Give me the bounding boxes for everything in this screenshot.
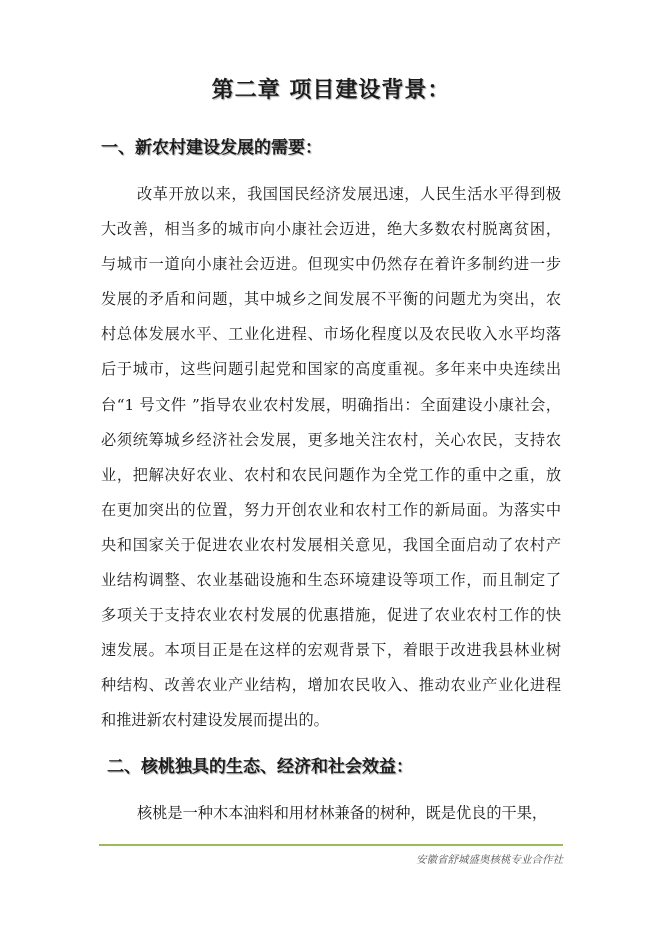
paragraph-line: 速发展。本项目正是在这样的宏观背景下，着眼于改进我县林业树: [101, 641, 561, 660]
section-heading-1: 一、新农村建设发展的需要：: [101, 138, 322, 158]
section-2-paragraph: [101, 796, 561, 831]
section-1-paragraph: [101, 177, 561, 739]
footer-organization: 安徽省舒城盛奥核桃专业合作社: [416, 854, 563, 866]
paragraph-line: 必须统筹城乡经济社会发展，更多地关注农村，关心农民，支持农: [101, 430, 561, 449]
paragraph-line: 台“1 号文件 ”指导农业农村发展，明确指出：全面建设小康社会，: [101, 395, 561, 414]
paragraph-line: 与城市一道向小康社会迈进。但现实中仍然存在着许多制约进一步: [101, 255, 561, 274]
paragraph-line: 多项关于支持农业农村发展的优惠措施，促进了农业农村工作的快: [101, 606, 561, 625]
paragraph-line: 大改善，相当多的城市向小康社会迈进，绝大多数农村脱离贫困，: [101, 220, 561, 239]
paragraph-line: 改革开放以来，我国国民经济发展迅速，人民生活水平得到极: [137, 185, 561, 203]
paragraph-line: 在更加突出的位置，努力开创农业和农村工作的新局面。为落实中: [101, 500, 561, 519]
footer-divider: [99, 844, 563, 846]
paragraph-line: 发展的矛盾和问题，其中城乡之间发展不平衡的问题尤为突出，农: [101, 290, 561, 309]
chapter-title: 第二章 项目建设背景：: [211, 78, 451, 103]
paragraph-line: 村总体发展水平、工业化进程、市场化程度以及农民收入水平均落: [101, 325, 561, 344]
paragraph-line: 种结构、改善农业产业结构，增加农民收入、推动农业产业化进程: [101, 676, 561, 695]
paragraph-line: 后于城市，这些问题引起党和国家的高度重视。多年来中央连续出: [101, 360, 561, 379]
paragraph-line: 业，把解决好农业、农村和农民问题作为全党工作的重中之重，放: [101, 465, 561, 484]
paragraph-line: 央和国家关于促进农业农村发展相关意见，我国全面启动了农村产: [101, 535, 561, 554]
section-heading-2: 二、核桃独具的生态、经济和社会效益：: [107, 757, 413, 777]
paragraph-line: 业结构调整、农业基础设施和生态环境建设等项工作，而且制定了: [101, 571, 561, 590]
paragraph-line: 和推进新农村建设发展而提出的。: [101, 711, 329, 730]
paragraph-line: 核桃是一种木本油料和用材林兼备的树种，既是优良的干果，: [137, 804, 548, 822]
